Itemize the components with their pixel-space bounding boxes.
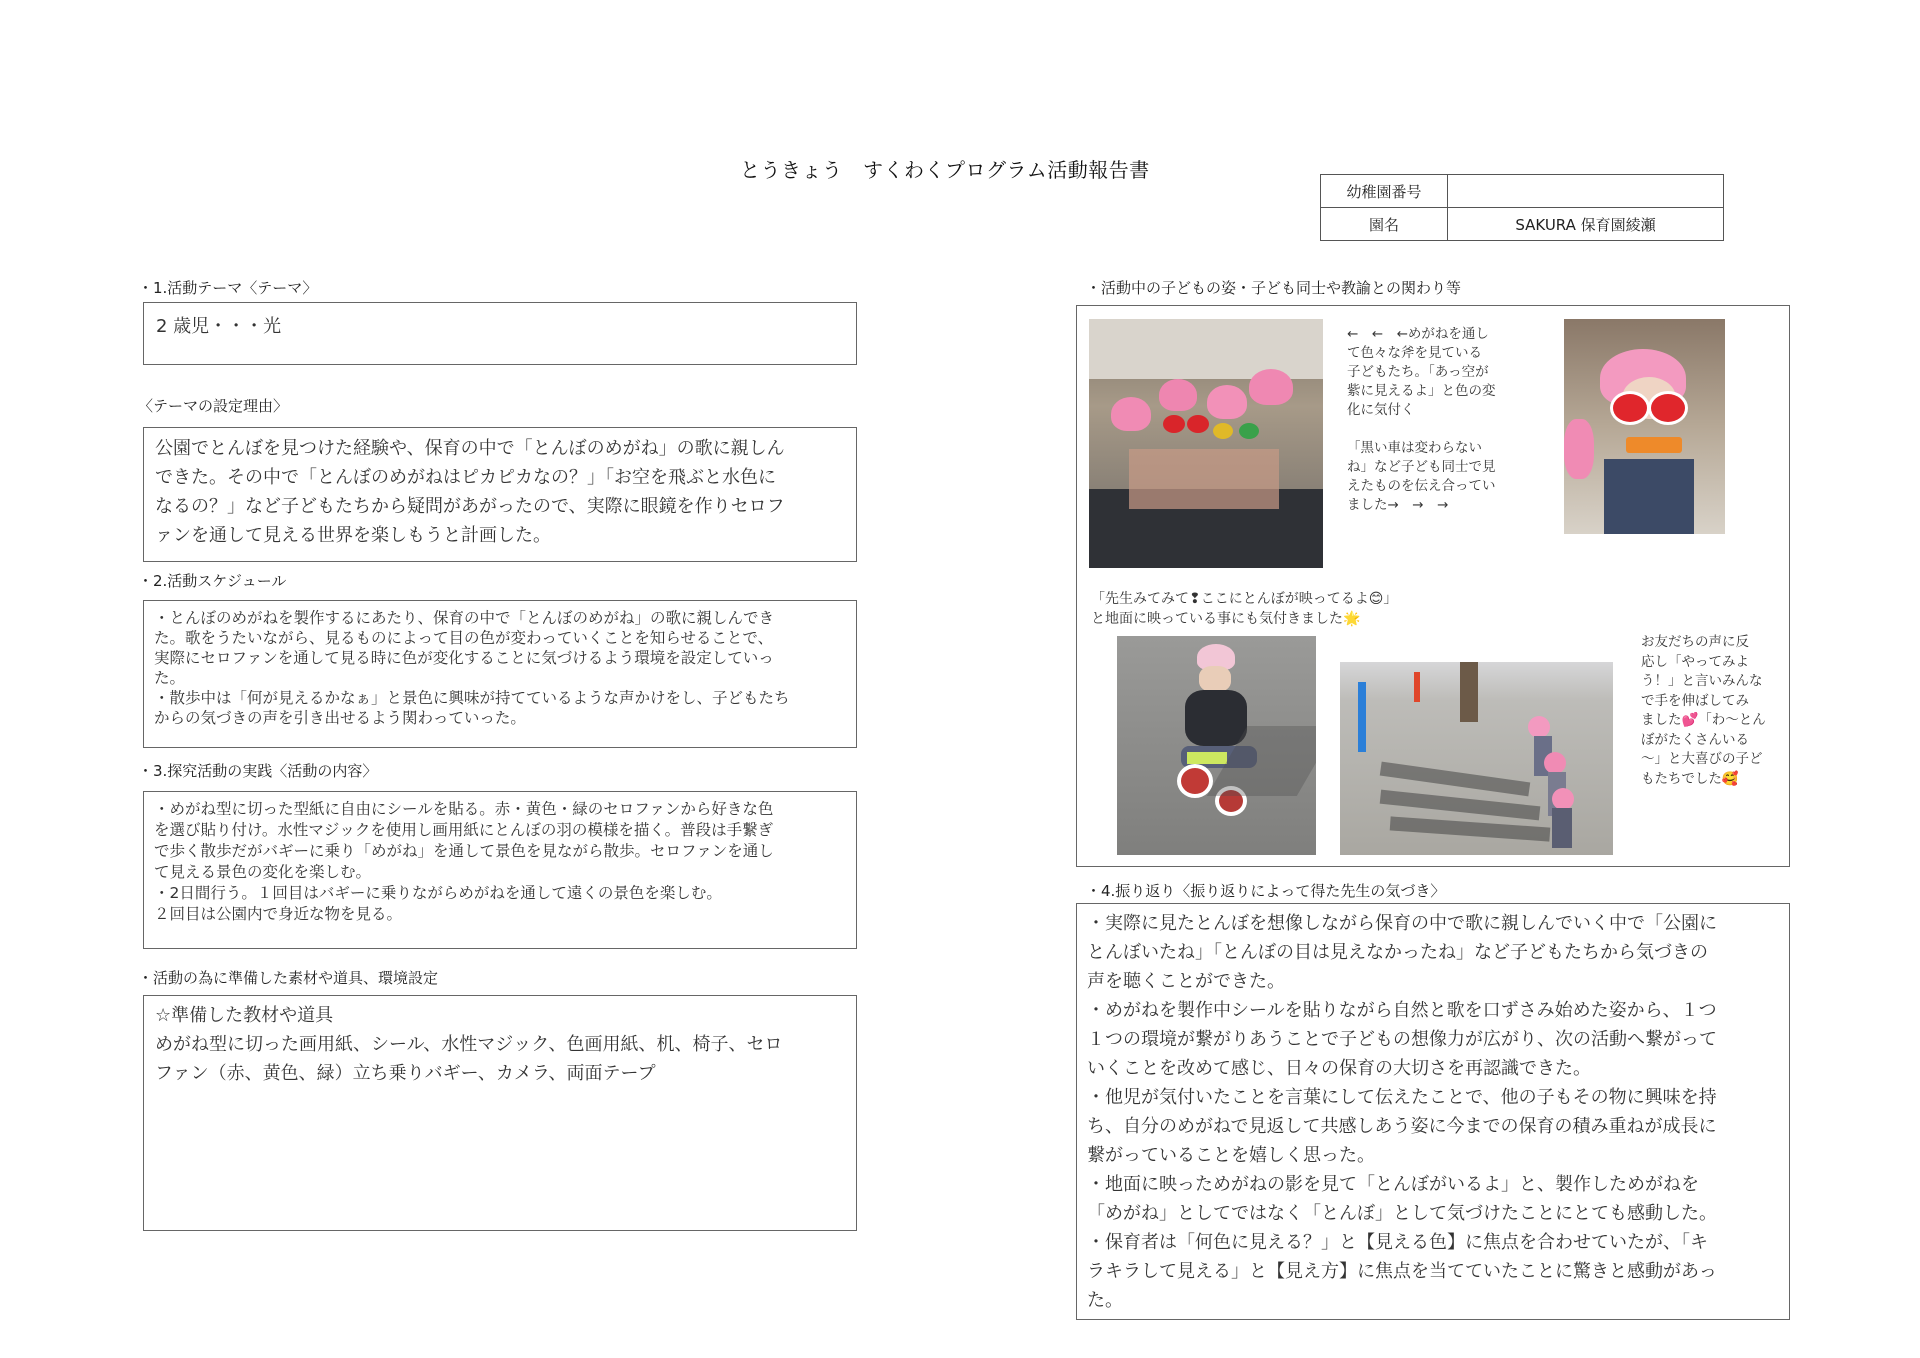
schedule-label: ・2.活動スケジュール bbox=[138, 572, 287, 590]
reflection-box bbox=[1076, 903, 1790, 1320]
info-table bbox=[1320, 174, 1724, 241]
practice-text: ・めがね型に切った型紙に自由にシールを貼る。赤・黄色・緑のセロファンから好きな色 を選び貼り付け。水性マジックを使用し画用紙にとんぼの羽の模様を描く。普段は手繋ぎ で歩く散歩だがバギーに乗り「めがね」を通して景色を見ながら散歩。セロファンを通し て見える景色の変化を楽しむ。 ・2日間行う。１回目はバギーに乗りながらめがねを通して遠くの景色を楽しむ。 ２回目は公園内で身近な物を見る。 bbox=[154, 800, 774, 923]
photo-child-glasses bbox=[1564, 319, 1725, 534]
practice-box bbox=[143, 791, 857, 949]
materials-label: ・活動の為に準備した素材や道具、環境設定 bbox=[138, 969, 439, 987]
table-row bbox=[1321, 175, 1724, 208]
info-value-number bbox=[1448, 175, 1724, 208]
reason-text: 公園でとんぼを見つけた経験や、保育の中で「とんぼのめがね」の歌に親しん できた。その中で「とんぼのめがねはピカピカなの？」「お空を飛ぶと水色に なるの？」など子どもたちから疑問があがったので、実際に眼鏡を作りセロフ ァンを通して見える世界を楽しもうと計画した。 bbox=[155, 438, 785, 546]
caption-ground: 「先生みてみて❢ここにとんぼが映ってるよ😊」 と地面に映っている事にも気付きました🌟 bbox=[1091, 591, 1398, 627]
info-value-name: SAKURA 保育園綾瀬 bbox=[1448, 208, 1724, 241]
reflection-text: ・実際に見たとんぼを想像しながら保育の中で歌に親しんでいく中で「公園に とんぼいたね」「とんぼの目は見えなかったね」など子どもたちから気づきの 声を聴くことができた。 ・めがねを製作中シールを貼りながら自然と歌を口ずさみ始めた姿から、１つ １つの環境が繋がりあうことで子どもの想像力が広がり、次の活動へ繋がって いくことを改めて感じ、日々の保育の大切さを再認識できた。 ・他児が気付いたことを言葉にして伝えたことで、他の子もその物に興味を持 ち、自分のめがねで見返して共感しあう姿に今までの保育の積み重ねが成長に 繋がっていることを嬉しく思った。 ・地面に映っためがねの影を見て「とんぼがいるよ」と、製作しためがねを 「めがね」としてではなく「とんぼ」として気づけたことにとても感動した。 ・保育者は「何色に見える？」と【見える色】に焦点を合わせていたが、「キ ラキラして見える」と【見え方】に焦点を当てていたことに驚きと感動があっ た。 bbox=[1087, 913, 1717, 1311]
photo-children-buggy bbox=[1089, 319, 1323, 568]
materials-box bbox=[143, 995, 857, 1231]
schedule-box bbox=[143, 600, 857, 748]
info-key-name: 園名 bbox=[1321, 208, 1448, 241]
photo-children-line bbox=[1340, 662, 1613, 855]
reason-label: 〈テーマの設定理由〉 bbox=[138, 397, 289, 415]
practice-label: ・3.探究活動の実践〈活動の内容〉 bbox=[138, 762, 378, 780]
theme-text: 2 歳児・・・光 bbox=[156, 316, 282, 337]
theme-label: ・1.活動テーマ〈テーマ〉 bbox=[138, 279, 318, 297]
caption-line: お友だちの声に反 応し「やってみよ う！」と言いみんな で手を伸ばしてみ ました💕「わ～とん ぼがたくさんいる ～」と大喜びの子ど もたちでした🥰 bbox=[1641, 634, 1766, 787]
page-title: とうきょう すくわくプログラム活動報告書 bbox=[740, 158, 1150, 182]
reflection-label: ・4.振り返り〈振り返りによって得た先生の気づき〉 bbox=[1086, 882, 1446, 900]
theme-box bbox=[143, 302, 857, 365]
schedule-text: ・とんぼのめがねを製作するにあたり、保育の中で「とんぼのめがね」の歌に親しんでき た。歌をうたいながら、見るものによって目の色が変わっていくことを知らせることで、 実際にセロファンを通して見る時に色が変化することに気づけるよう環境を設定していっ た。 ・散歩中は「何が見えるかなぁ」と景色に興味が持てているような声かけをし、子どもたち からの気づきの声を引き出せるよう関わっていった。 bbox=[154, 609, 790, 727]
info-key-number: 幼稚園番号 bbox=[1321, 175, 1448, 208]
photo-child-ground bbox=[1117, 636, 1316, 855]
table-row bbox=[1321, 208, 1724, 241]
materials-text: ☆準備した教材や道具 めがね型に切った画用紙、シール、水性マジック、色画用紙、机、椅子、セロ ファン（赤、黄色、緑）立ち乗りバギー、カメラ、両面テープ bbox=[155, 1005, 783, 1084]
reason-box bbox=[143, 427, 857, 562]
caption-buggy: ← ← ←めがねを通し て色々な斧を見ている 子どもたち。「あっ空が 紫に見えるよ」と色の変 化に気付く 「黒い車は変わらない ね」など子ども同士で見 えたものを伝え合ってい ました→ → → bbox=[1347, 326, 1496, 513]
children-label: ・活動中の子どもの姿・子ども同士や教諭との関わり等 bbox=[1086, 279, 1462, 297]
